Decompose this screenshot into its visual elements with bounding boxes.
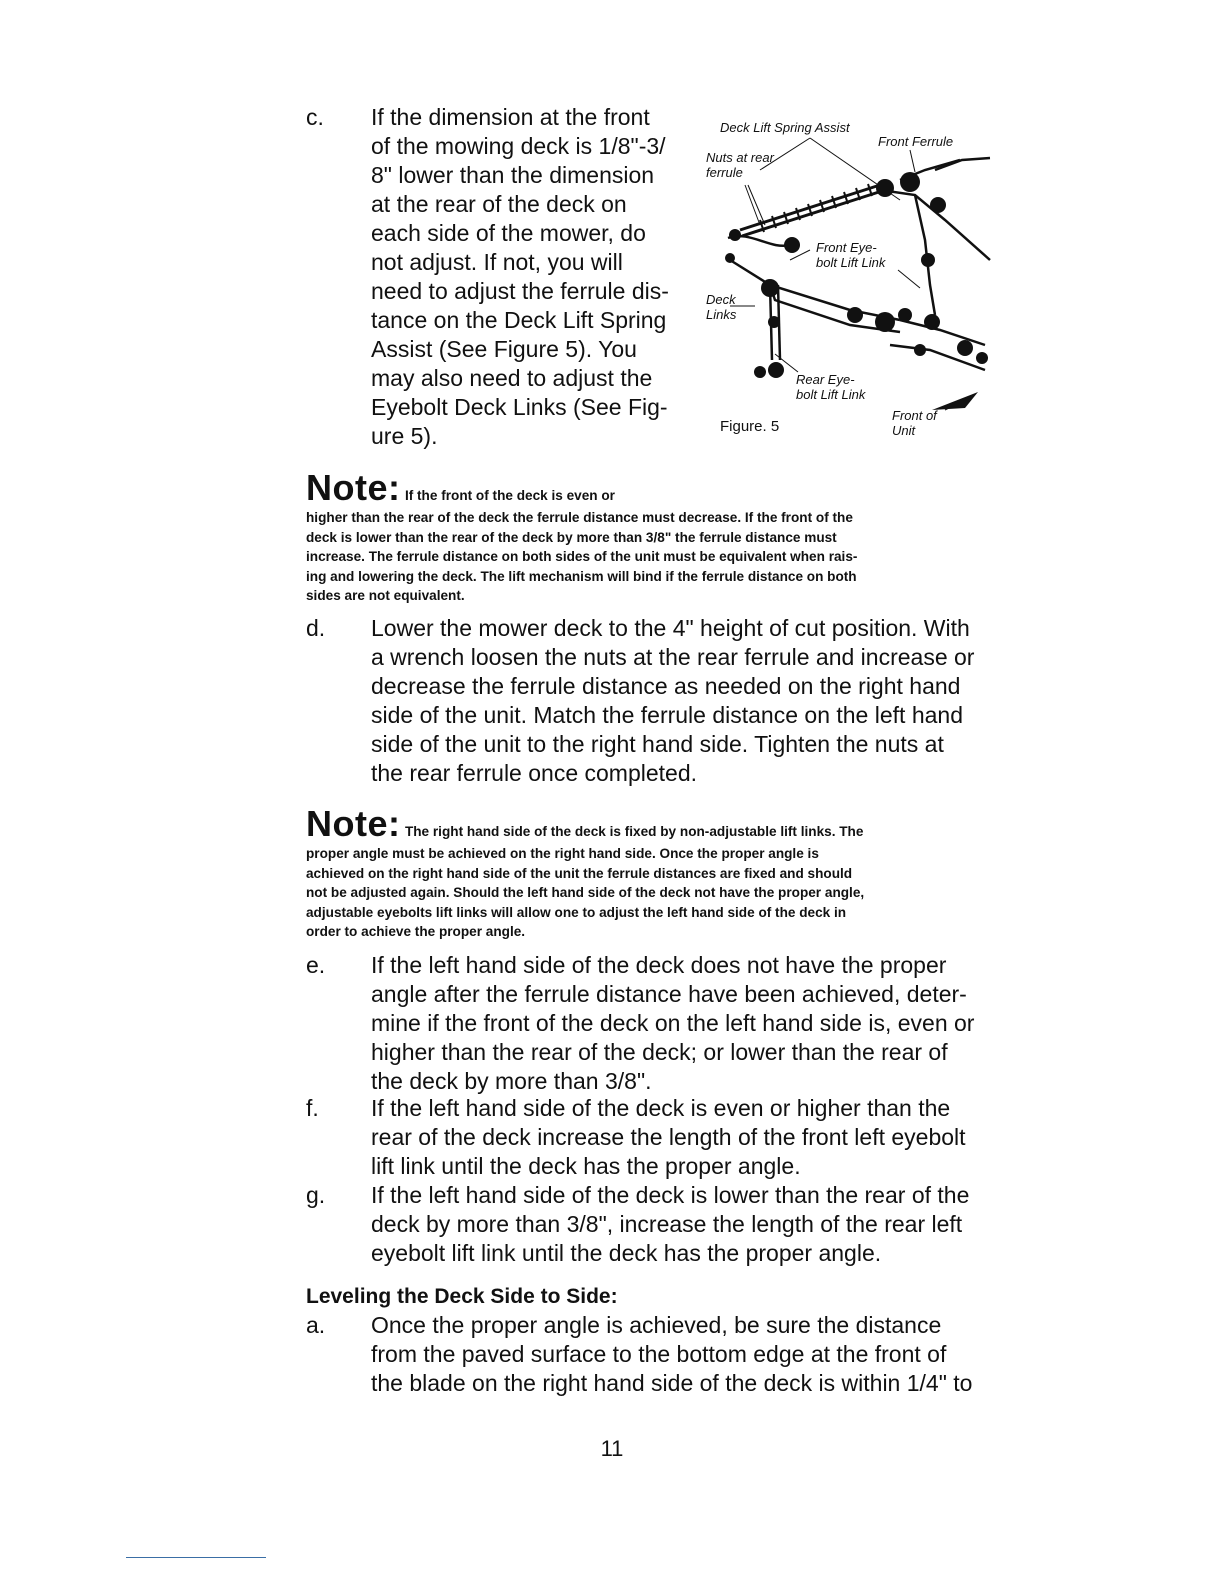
step-letter: e. — [306, 952, 326, 978]
text-line: each side of the mower, do — [371, 220, 646, 246]
text-line: deck is lower than the rear of the deck by more than 3/8" the ferrule distance must — [306, 529, 837, 545]
text-line: a wrench loosen the nuts at the rear ferrule and increase or — [371, 644, 975, 670]
section-heading: Leveling the Deck Side to Side: — [306, 1285, 618, 1308]
text-line: Assist (See Figure 5). You — [371, 336, 637, 362]
label-nuts-at-rear-ferrule — [706, 150, 774, 180]
step-letter: a. — [306, 1312, 326, 1338]
label-line: Front Eye- — [816, 240, 877, 255]
label-line: bolt Lift Link — [796, 387, 866, 402]
text-line: order to achieve the proper angle. — [306, 924, 526, 939]
note-body — [306, 844, 1006, 942]
text-line: lift link until the deck has the proper angle. — [371, 1153, 801, 1179]
text-line: 8" lower than the dimension — [371, 162, 655, 188]
text-line: adjustable eyebolts lift links will allow one to adjust the left hand side of the deck in — [306, 904, 847, 920]
label-front-eyebolt-lift-link — [816, 240, 885, 270]
step-text — [371, 1094, 966, 1181]
note-body — [306, 508, 1006, 606]
text-line: from the paved surface to the bottom edge at the front of — [371, 1341, 947, 1367]
text-line: proper angle must be achieved on the right hand side. Once the proper angle is — [306, 846, 819, 861]
text-line: side of the unit. Match the ferrule distance on the left hand — [371, 702, 963, 728]
text-line: decrease the ferrule distance as needed on the right hand — [371, 673, 961, 699]
text-line: may also need to adjust the — [371, 365, 653, 391]
step-text — [371, 103, 669, 451]
text-line: angle after the ferrule distance have been achieved, deter- — [371, 981, 967, 1007]
text-line: increase. The ferrule distance on both sides of the unit must be equivalent when rais- — [306, 549, 858, 564]
step-text — [371, 951, 974, 1096]
figure-caption: Figure. 5 — [720, 418, 780, 435]
step-text — [371, 614, 974, 788]
text-line: achieved on the right hand side of the unit the ferrule distances are fixed and should — [306, 865, 853, 881]
note-label: Note: — [306, 803, 401, 844]
note-label: Note: — [306, 467, 401, 508]
text-line: the deck by more than 3/8". — [371, 1068, 652, 1094]
note-1 — [306, 467, 1006, 606]
label-deck-lift-spring-assist: Deck Lift Spring Assist — [720, 120, 850, 135]
text-line: need to adjust the ferrule dis- — [371, 278, 669, 304]
figure-5 — [700, 110, 1000, 450]
label-line: bolt Lift Link — [816, 255, 886, 270]
footnote-divider — [126, 1557, 266, 1558]
text-line: eyebolt lift link until the deck has the proper angle. — [371, 1240, 882, 1266]
text-line: Lower the mower deck to the 4" height of cut position. With — [371, 615, 970, 641]
text-line: tance on the Deck Lift Spring — [371, 307, 667, 333]
label-line: ferrule — [706, 165, 743, 180]
text-line: side of the unit to the right hand side. Tighten the nuts at — [371, 731, 944, 757]
text-line: at the rear of the deck on — [371, 191, 627, 217]
label-rear-eyebolt-lift-link — [796, 372, 865, 402]
text-line: ure 5). — [371, 423, 438, 449]
text-line: of the mowing deck is 1/8"-3/ — [371, 133, 666, 159]
text-line: If the dimension at the front — [371, 104, 650, 130]
text-line: higher than the rear of the deck the ferrule distance must decrease. If the front of the — [306, 510, 853, 525]
text-line: Eyebolt Deck Links (See Fig- — [371, 394, 668, 420]
step-text — [371, 1311, 972, 1398]
label-line: Deck — [706, 292, 736, 307]
text-line: higher than the rear of the deck; or lower than the rear of — [371, 1039, 948, 1065]
label-line: Rear Eye- — [796, 372, 855, 387]
text-line: not adjust. If not, you will — [371, 249, 623, 275]
page-number: 11 — [600, 1436, 624, 1461]
label-line: Nuts at rear — [706, 150, 774, 165]
text-line: If the left hand side of the deck is lower than the rear of the — [371, 1182, 970, 1208]
step-letter: g. — [306, 1182, 326, 1208]
label-deck-links — [706, 292, 736, 322]
text-line: the rear ferrule once completed. — [371, 760, 698, 786]
label-line: Unit — [892, 423, 916, 438]
text-line: deck by more than 3/8", increase the length of the rear left — [371, 1211, 963, 1237]
label-front-of-unit — [892, 408, 937, 438]
text-line: Once the proper angle is achieved, be sure the distance — [371, 1312, 942, 1338]
text-line: mine if the front of the deck on the left hand side is, even or — [371, 1010, 975, 1036]
label-front-ferrule: Front Ferrule — [878, 134, 954, 149]
label-line: Links — [706, 307, 737, 322]
text-line: rear of the deck increase the length of the front left eyebolt — [371, 1124, 966, 1150]
label-line: Front of — [892, 408, 937, 423]
step-text — [371, 1181, 969, 1268]
note-2 — [306, 803, 1006, 942]
text-line: If the left hand side of the deck does not have the proper — [371, 952, 947, 978]
text-line: not be adjusted again. Should the left hand side of the deck not have the proper angle, — [306, 885, 865, 900]
text-line: the blade on the right hand side of the deck is within 1/4" to — [371, 1370, 973, 1396]
step-letter: c. — [306, 104, 324, 130]
step-letter: f. — [306, 1095, 319, 1121]
text-line: ing and lowering the deck. The lift mechanism will bind if the ferrule distance on both — [306, 568, 857, 584]
step-letter: d. — [306, 615, 326, 641]
text-line: sides are not equivalent. — [306, 588, 465, 603]
text-line: If the left hand side of the deck is even or higher than the — [371, 1095, 951, 1121]
note-first-line: If the front of the deck is even or — [404, 488, 615, 503]
note-first-line: The right hand side of the deck is fixed by non-adjustable lift links. The — [404, 824, 864, 839]
